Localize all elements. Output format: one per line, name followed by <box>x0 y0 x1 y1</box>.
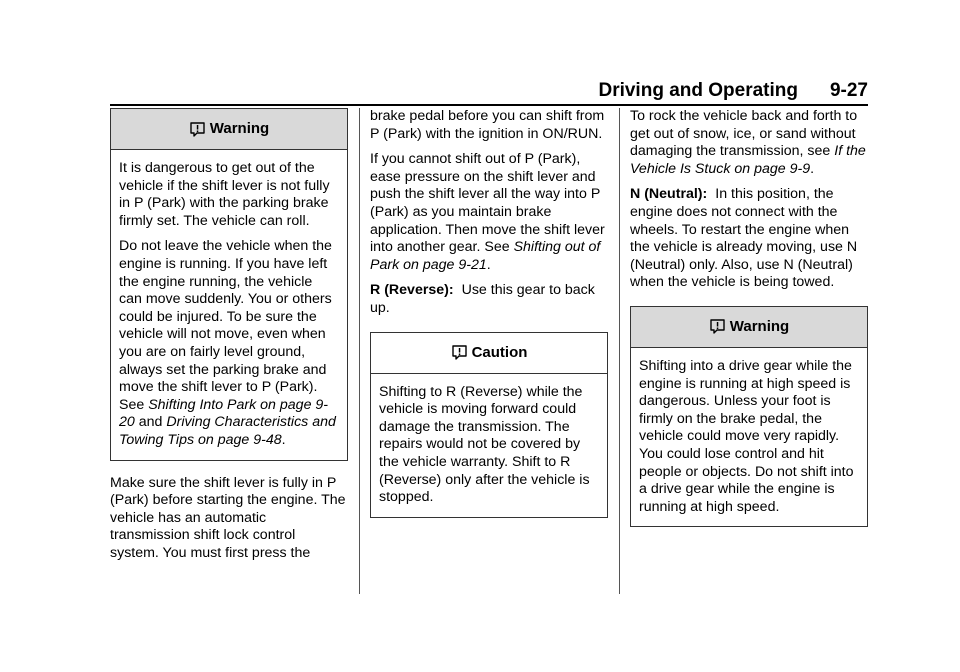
column-divider <box>619 108 620 594</box>
caution-body <box>371 374 607 517</box>
warning-body <box>111 150 347 460</box>
gear-term: R (Reverse): <box>370 282 454 299</box>
gear-reverse-paragraph <box>370 282 608 317</box>
column-1 <box>110 108 348 570</box>
spacer <box>110 461 348 475</box>
warning-paragraph: It is dangerous to get out of the vehicle if the shift lever is not fully in P (Park) with the parking brake firmly set. The vehicle can roll. <box>119 160 330 229</box>
column-3 <box>630 108 868 527</box>
warning-symbol-icon <box>709 318 726 335</box>
column-divider <box>359 108 360 594</box>
body-text: . <box>810 160 815 177</box>
warning-symbol-icon <box>189 121 206 138</box>
body-text: In this position, the engine does not connect with the wheels. To restart the engine when the vehicle is already moving, use N (Neutral) only. Also, use N (Neutral) when the vehicle is being towed. <box>630 186 858 291</box>
caution-symbol-icon <box>451 344 468 361</box>
warning-text: Do not leave the vehicle when the engine is running. If you have left the engine running, the vehicle can move suddenly. You or others could be injured. To be sure the vehicle will not move, even when you are on fairly level ground, always set the parking brake and move the shift lever to P (Park). See <box>119 238 332 413</box>
cross-reference: Shifting Into Park on page 9-20 <box>119 396 329 431</box>
warning-heading: Warning <box>729 318 790 336</box>
page-number: 9-27 <box>829 80 868 101</box>
caution-paragraph: Shifting to R (Reverse) while the vehicle is moving forward could damage the transmission. The repairs would not be covered by the vehicle warranty. Shift to R (Reverse) only after the vehicle is stopped. <box>379 383 590 506</box>
page-header <box>110 80 868 106</box>
warning-text: . <box>281 431 286 448</box>
body-text: If you cannot shift out of P (Park), ease pressure on the shift lever and push the shift lever all the way into P (Park) as you maintain brake application. Then move the shift lever into another gear. See <box>370 151 605 256</box>
section-title: Driving and Operating <box>598 80 798 101</box>
body-paragraph: Make sure the shift lever is fully in P (Park) before starting the engine. The vehicle has an automatic transmission shift lock control system. You must first press the <box>110 474 346 561</box>
body-paragraph <box>630 108 868 178</box>
warning-paragraph <box>119 238 339 449</box>
warning-paragraph: Shifting into a drive gear while the engine is running at high speed is dangerous. Unless your foot is firmly on the brake pedal, the vehicle could move very rapidly. You could lose control and hit people or objects. Do not shift into a drive gear while the engine is running at high speed. <box>639 357 854 515</box>
caution-heading: Caution <box>471 343 528 361</box>
warning-heading: Warning <box>209 120 270 138</box>
body-paragraph <box>370 151 608 274</box>
gear-neutral-paragraph <box>630 186 868 292</box>
cross-reference: Driving Characteristics and Towing Tips on page 9-48 <box>119 414 336 448</box>
cross-reference: Shifting out of Park on page 9-21 <box>370 239 601 273</box>
caution-header <box>371 333 607 374</box>
warning-text: and <box>134 414 167 431</box>
cross-reference: If the Vehicle Is Stuck on page 9-9 <box>630 143 866 177</box>
warning-body <box>631 348 867 526</box>
warning-box <box>630 306 868 527</box>
body-text: To rock the vehicle back and forth to get out of snow, ice, or sand without damaging the transmission, see <box>630 108 858 160</box>
body-text: Use this gear to back up. <box>370 282 595 316</box>
warning-header <box>111 109 347 150</box>
body-text: . <box>486 256 491 273</box>
gear-term: N (Neutral): <box>630 186 708 203</box>
caution-box <box>370 332 608 518</box>
warning-box <box>110 108 348 461</box>
warning-header <box>631 307 867 348</box>
body-paragraph: brake pedal before you can shift from P (Park) with the ignition in ON/RUN. <box>370 108 605 142</box>
column-2 <box>370 108 608 518</box>
